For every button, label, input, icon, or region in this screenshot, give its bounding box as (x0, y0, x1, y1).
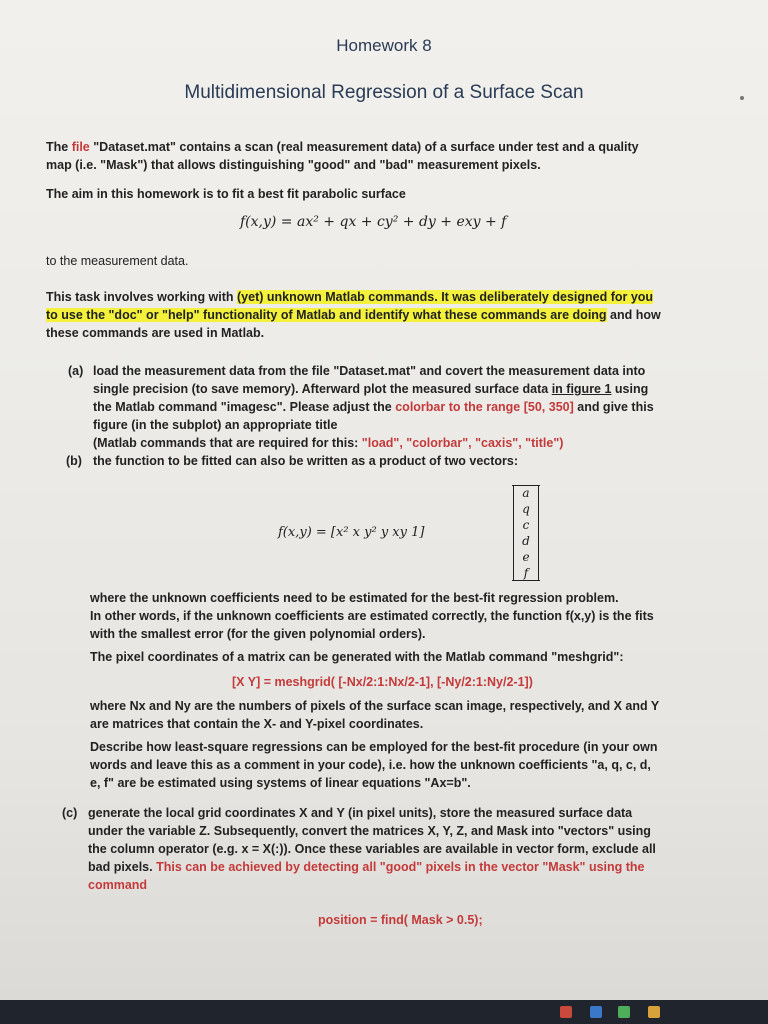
item-b-line-5: The pixel coordinates of a matrix can be generated with the Matlab command "meshgrid": (90, 650, 624, 664)
taskbar-app-icon[interactable] (618, 1006, 630, 1018)
taskbar (0, 1000, 768, 1024)
item-b-line-9: words and leave this as a comment in your code), i.e. how the unknown coefficients "a, q, c, d, (90, 758, 651, 772)
task-highlight: (yet) unknown Matlab commands. It was deliberately designed for you (237, 290, 654, 304)
dot-mark (740, 96, 744, 100)
coef-c: c (522, 518, 530, 532)
taskbar-app-icon[interactable] (590, 1006, 602, 1018)
page-title: Homework 8 (336, 36, 432, 55)
item-a-marker: (a) (68, 364, 84, 378)
item-b-line-7: are matrices that contain the X- and Y-pixel coordinates. (90, 717, 424, 731)
surface-formula: f(x,y) = ax² + qx + cy² + dy + exy + f (240, 214, 507, 230)
meshgrid-code: [X Y] = meshgrid( [-Nx/2:1:Nx/2-1], [-Ny/2:1:Ny/2-1]) (232, 675, 533, 689)
task-highlight: to use the "doc" or "help" functionality of Matlab and identify what these commands are doing (46, 308, 607, 322)
coef-a: a (522, 486, 530, 500)
item-b-line-8: Describe how least-square regressions can be employed for the best-fit procedure (in your own (90, 740, 658, 754)
item-a-text: the Matlab command "imagesc". Please adjust the (93, 400, 396, 414)
coef-e: e (522, 550, 530, 564)
coefficient-vector (513, 485, 539, 581)
item-a-figure-ref: in figure 1 (551, 382, 612, 396)
item-a-line-1: load the measurement data from the file "Dataset.mat" and covert the measurement data into (93, 364, 646, 378)
item-a-line-3 (93, 398, 654, 416)
intro-line-4: to the measurement data. (46, 254, 189, 268)
coef-d: d (522, 534, 530, 548)
item-a-line-4: figure (in the subplot) an appropriate title (93, 418, 338, 432)
item-b-line-3: In other words, if the unknown coefficients are estimated correctly, the function f(x,y) is the fits (90, 609, 654, 623)
task-line-1 (46, 288, 653, 306)
item-b-line-1: the function to be fitted can also be written as a product of two vectors: (93, 454, 519, 468)
item-c-line-4 (88, 858, 645, 876)
task-text: and how (606, 308, 661, 322)
taskbar-app-icon[interactable] (560, 1006, 572, 1018)
item-a-text: using (611, 382, 649, 396)
item-b-marker: (b) (66, 454, 82, 468)
item-a-text: (Matlab commands that are required for this: (93, 436, 362, 450)
item-a-text: and give this (573, 400, 654, 414)
intro-line-1 (46, 138, 639, 156)
item-c-text: bad pixels. (88, 860, 157, 874)
vector-formula: f(x,y) = [x² x y² y xy 1] (278, 525, 425, 540)
item-b-line-10: e, f" are be estimated using systems of linear equations "Ax=b". (90, 776, 471, 790)
item-c-line-5: command (88, 878, 148, 892)
page-subtitle: Multidimensional Regression of a Surface Scan (184, 82, 584, 103)
coef-f: f (523, 566, 529, 580)
item-a-commands: "load", "colorbar", "caxis", "title") (361, 436, 564, 450)
intro-file-word: file (71, 140, 90, 154)
intro-text: "Dataset.mat" contains a scan (real measurement data) of a surface under test and a quality (89, 140, 639, 154)
intro-text: The (46, 140, 72, 154)
item-a-line-2 (93, 380, 648, 398)
item-c-marker: (c) (62, 806, 78, 820)
task-text: This task involves working with (46, 290, 238, 304)
item-c-red-text: This can be achieved by detecting all "good" pixels in the vector "Mask" using the (156, 860, 645, 874)
task-line-3: these commands are used in Matlab. (46, 326, 265, 340)
taskbar-app-icon[interactable] (648, 1006, 660, 1018)
item-c-line-1: generate the local grid coordinates X and Y (in pixel units), store the measured surface data (88, 806, 633, 820)
item-a-colorbar-range: colorbar to the range [50, 350] (395, 400, 574, 414)
intro-line-3: The aim in this homework is to fit a best fit parabolic surface (46, 187, 406, 201)
find-code: position = find( Mask > 0.5); (318, 913, 483, 927)
coef-q: q (522, 502, 530, 516)
intro-line-2: map (i.e. "Mask") that allows distinguishing "good" and "bad" measurement pixels. (46, 158, 541, 172)
item-c-line-2: under the variable Z. Subsequently, convert the matrices X, Y, Z, and Mask into "vectors" using (88, 824, 651, 838)
item-b-line-4: with the smallest error (for the given polynomial orders). (90, 627, 426, 641)
item-b-line-2: where the unknown coefficients need to be estimated for the best-fit regression problem. (90, 591, 619, 605)
task-line-2 (46, 306, 661, 324)
item-c-line-3: the column operator (e.g. x = X(:)). Once these variables are available in vector form, exclude all (88, 842, 656, 856)
item-a-text: single precision (to save memory). Afterward plot the measured surface data (93, 382, 552, 396)
item-b-line-6: where Nx and Ny are the numbers of pixels of the surface scan image, respectively, and X and Y (90, 699, 660, 713)
item-a-line-5 (93, 434, 563, 452)
